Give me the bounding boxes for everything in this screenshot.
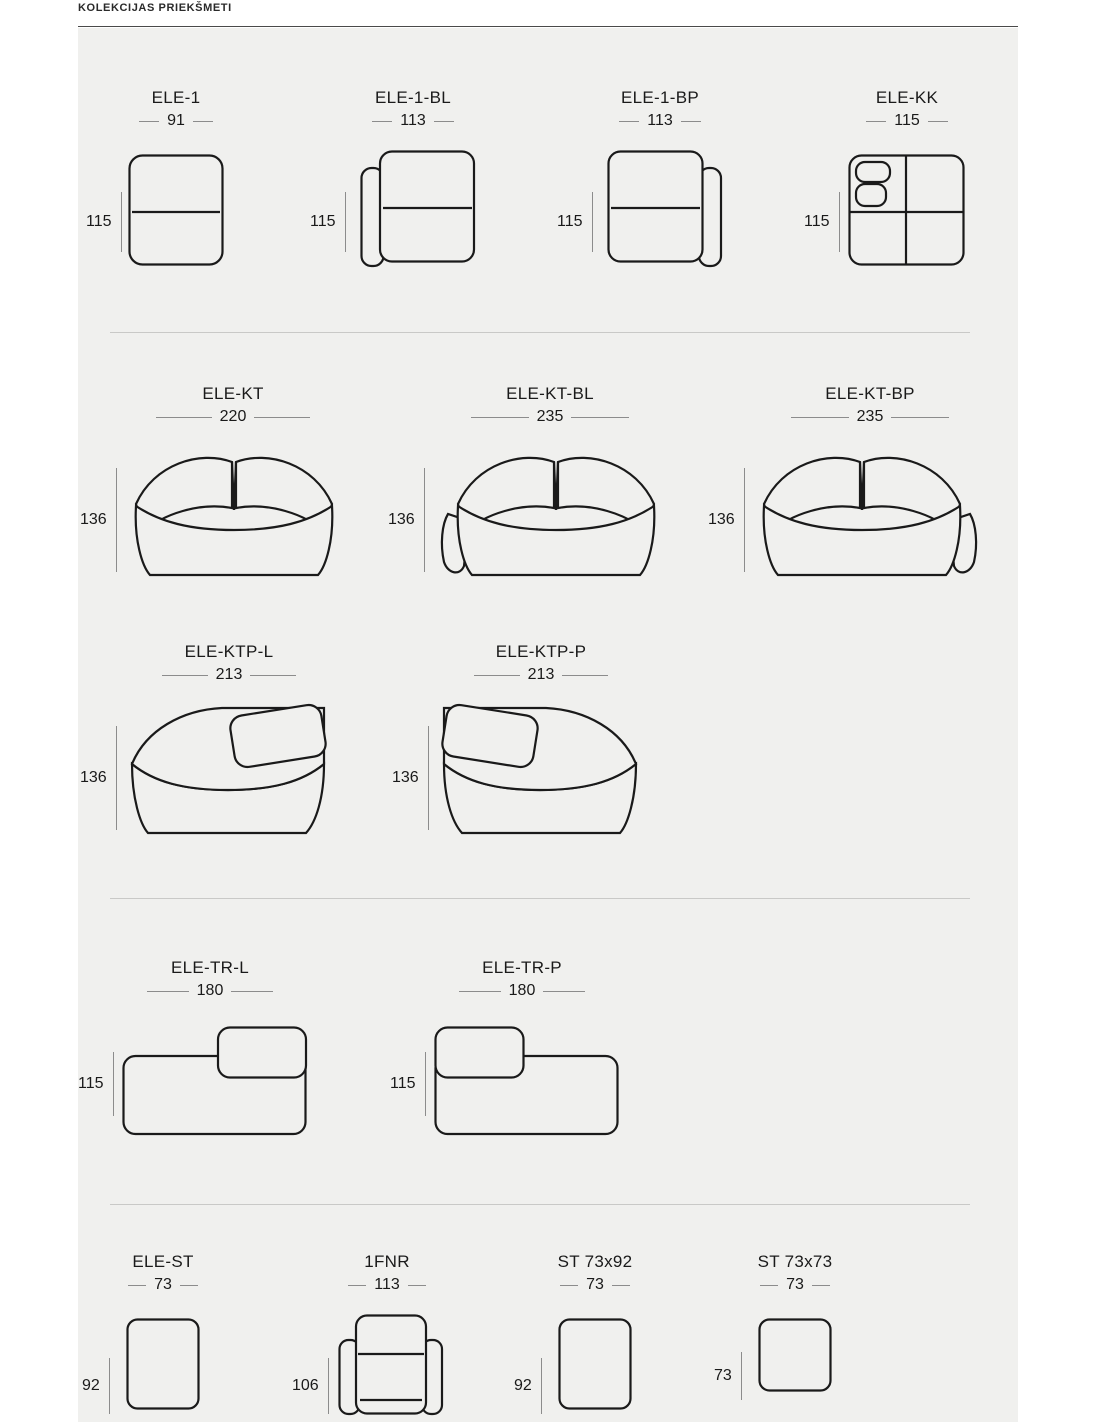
item-name: ST 73x92 [557, 1252, 633, 1271]
height-value: 136 [708, 511, 735, 528]
width-value: 220 [219, 408, 247, 425]
width-dimension [752, 408, 988, 426]
item-drawing [360, 150, 478, 270]
width-value: 73 [154, 1276, 172, 1293]
height-dimension [292, 1358, 329, 1414]
height-value: 92 [514, 1377, 532, 1394]
item-drawing [128, 448, 340, 578]
width-value: 115 [894, 112, 920, 129]
width-value: 213 [527, 666, 555, 683]
item-drawing [756, 448, 980, 578]
item-drawing [338, 1314, 444, 1418]
width-dimension [424, 982, 620, 1000]
item-name: ELE-ST [132, 1252, 194, 1271]
width-value: 113 [647, 112, 673, 129]
height-value: 115 [390, 1075, 416, 1092]
item-name: ELE-TR-P [482, 958, 562, 977]
height-value: 136 [388, 511, 415, 528]
page-header-label: KOLEKCIJAS PRIEKŠMETI [78, 2, 232, 14]
item-drawing [434, 1026, 620, 1136]
item-name: ELE-KTP-P [495, 642, 587, 661]
height-dimension [804, 192, 840, 252]
item-st-73x92 [514, 1252, 662, 1412]
item-ele-1-bp [557, 88, 755, 278]
height-value: 115 [310, 213, 336, 230]
item-drawing [438, 448, 662, 578]
item-name: ELE-1-BP [621, 88, 699, 107]
height-dimension [390, 1052, 426, 1116]
height-value: 115 [78, 1075, 104, 1092]
item-name: ELE-1 [151, 88, 201, 107]
height-dimension [714, 1352, 742, 1400]
item-name: ELE-KT [202, 384, 264, 403]
item-drawing [848, 154, 966, 266]
height-dimension [82, 1358, 110, 1414]
width-dimension [318, 112, 508, 130]
width-value: 213 [215, 666, 243, 683]
item-drawing [758, 1318, 832, 1392]
item-ele-tr-l [78, 958, 308, 1148]
height-dimension [388, 468, 425, 572]
item-drawing [558, 1318, 632, 1410]
item-drawing [128, 154, 224, 266]
height-value: 115 [86, 213, 112, 230]
height-value: 115 [804, 213, 830, 230]
width-dimension [120, 408, 346, 426]
width-dimension [565, 112, 755, 130]
height-dimension [86, 192, 122, 252]
width-value: 180 [508, 982, 536, 999]
item-drawing [126, 1318, 200, 1410]
item-ele-st [82, 1252, 230, 1412]
height-value: 106 [292, 1377, 319, 1394]
height-dimension [557, 192, 593, 252]
item-ele-kt-bp [708, 384, 988, 594]
width-value: 113 [374, 1276, 400, 1293]
item-name: ELE-KT-BL [506, 384, 594, 403]
height-dimension [708, 468, 745, 572]
item-name: ELE-1-BL [374, 88, 452, 107]
height-dimension [310, 192, 346, 252]
width-dimension [728, 1276, 862, 1294]
width-value: 113 [400, 112, 426, 129]
item-drawing [126, 706, 332, 836]
item-ele-1-bl [310, 88, 508, 278]
height-value: 136 [80, 511, 107, 528]
width-dimension [112, 982, 308, 1000]
item-name: ELE-KTP-L [184, 642, 274, 661]
item-ele-1 [86, 88, 256, 278]
width-value: 73 [586, 1276, 604, 1293]
item-name: ELE-KT-BP [825, 384, 915, 403]
item-drawing [122, 1026, 308, 1136]
item-name: ELE-KK [875, 88, 939, 107]
width-dimension [96, 1276, 230, 1294]
section-divider-1 [110, 332, 970, 333]
width-value: 235 [536, 408, 564, 425]
height-dimension [514, 1358, 542, 1414]
item-drawing [438, 706, 644, 836]
width-dimension [812, 112, 1002, 130]
item-ele-tr-p [390, 958, 620, 1148]
width-dimension [96, 112, 256, 130]
width-dimension [432, 408, 668, 426]
height-dimension [78, 1052, 114, 1116]
height-dimension [80, 726, 117, 830]
header-divider [78, 26, 1018, 27]
height-dimension [80, 468, 117, 572]
item-1fnr [292, 1252, 454, 1422]
item-ele-ktp-l [80, 642, 338, 852]
height-value: 136 [392, 769, 419, 786]
height-value: 92 [82, 1377, 100, 1394]
item-name: ST 73x73 [757, 1252, 833, 1271]
width-dimension [120, 666, 338, 684]
height-value: 136 [80, 769, 107, 786]
width-dimension [528, 1276, 662, 1294]
width-value: 180 [196, 982, 224, 999]
section-divider-3 [110, 1204, 970, 1205]
item-name: 1FNR [364, 1252, 410, 1271]
item-ele-kk [804, 88, 1002, 278]
width-dimension [320, 1276, 454, 1294]
item-ele-kt [80, 384, 346, 594]
height-value: 73 [714, 1367, 732, 1384]
height-value: 115 [557, 213, 583, 230]
width-value: 235 [856, 408, 884, 425]
width-dimension [432, 666, 650, 684]
width-value: 91 [167, 112, 185, 129]
item-ele-ktp-p [392, 642, 650, 852]
section-divider-2 [110, 898, 970, 899]
item-ele-kt-bl [388, 384, 668, 594]
item-st-73x73 [714, 1252, 862, 1412]
width-value: 73 [786, 1276, 804, 1293]
item-name: ELE-TR-L [171, 958, 249, 977]
item-drawing [605, 150, 723, 270]
height-dimension [392, 726, 429, 830]
